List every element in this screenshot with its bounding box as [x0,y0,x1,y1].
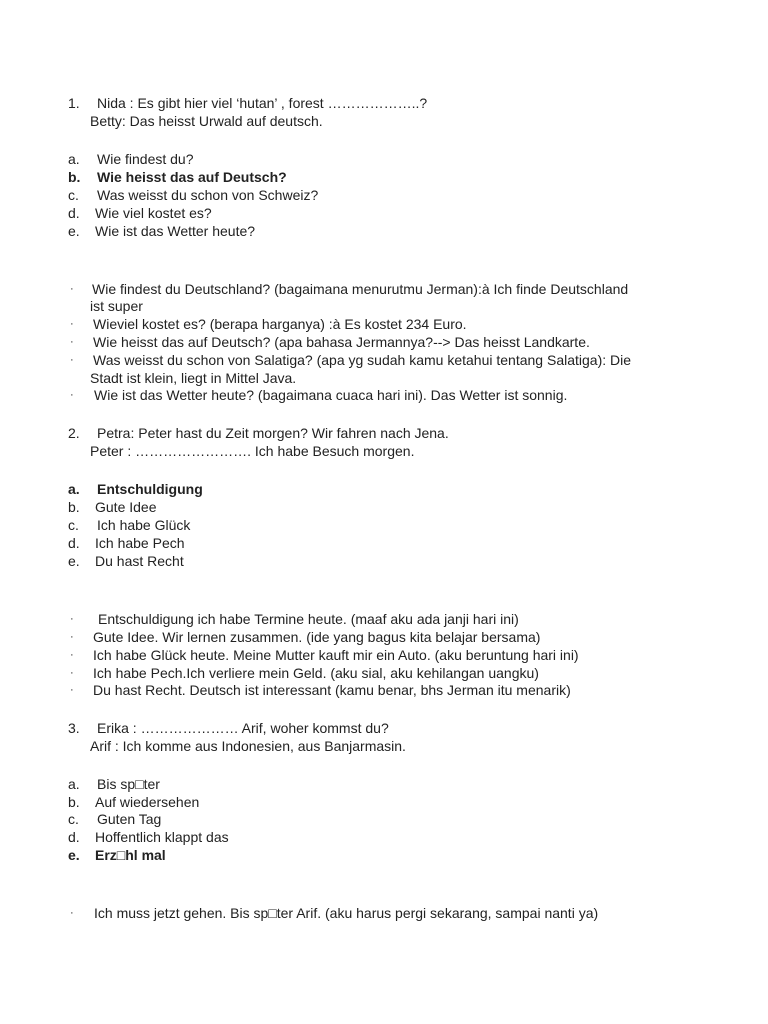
question-number: 3. [68,720,80,736]
option-text: Hoffentlich klappt das [95,829,229,845]
option-letter: c. [68,811,79,827]
option-text: Gute Idee [95,499,157,515]
bullet-icon: · [70,684,74,696]
note-text: Ich muss jetzt gehen. Bis sp□ter Arif. (aku harus pergi sekarang, sampai nanti ya) [94,905,599,921]
option-letter: c. [68,187,79,203]
option-text: Entschuldigung [97,481,203,497]
question-text: Betty: Das heisst Urwald auf deutsch. [90,113,323,129]
note-text: Ich habe Pech.Ich verliere mein Geld. (aku sial, aku kehilangan uangku) [93,665,539,681]
bullet-icon: · [70,318,74,330]
note-text: Entschuldigung ich habe Termine heute. (maaf aku ada janji hari ini) [98,611,519,627]
option-text: Bis sp□ter [97,776,160,792]
note-text: ist super [90,298,143,314]
bullet-icon: · [70,389,74,401]
note-text: Ich habe Glück heute. Meine Mutter kauft mir ein Auto. (aku beruntung hari ini) [93,647,579,663]
bullet-icon: · [70,283,74,295]
bullet-icon: · [70,667,74,679]
note-text: Du hast Recht. Deutsch ist interessant (kamu benar, bhs Jerman itu menarik) [93,682,571,698]
note-text: Wie heisst das auf Deutsch? (apa bahasa Jermannya?--> Das heisst Landkarte. [93,334,590,350]
bullet-icon: · [70,354,74,366]
note-text: Stadt ist klein, liegt in Mittel Java. [90,370,297,386]
option-letter: d. [68,535,80,551]
option-text: Wie viel kostet es? [95,205,212,221]
note-text: Wieviel kostet es? (berapa harganya) :à Es kostet 234 Euro. [93,316,467,332]
option-text: Ich habe Glück [97,517,191,533]
option-letter: a. [68,481,80,497]
question-text: Petra: Peter hast du Zeit morgen? Wir fahren nach Jena. [97,425,449,441]
option-text: Wie heisst das auf Deutsch? [97,169,287,185]
option-text: Auf wiedersehen [95,794,200,810]
option-text: Erz□hl mal [95,847,166,863]
option-letter: a. [68,776,80,792]
note-text: Wie findest du Deutschland? (bagaimana menurutmu Jerman):à Ich finde Deutschland [92,281,629,297]
option-letter: e. [68,553,80,569]
option-letter: c. [68,517,79,533]
option-letter: b. [68,499,80,515]
question-number: 1. [68,95,80,111]
bullet-icon: · [70,649,74,661]
note-text: Gute Idee. Wir lernen zusammen. (ide yang bagus kita belajar bersama) [93,629,541,645]
option-letter: d. [68,205,80,221]
option-text: Guten Tag [97,811,162,827]
option-letter: d. [68,829,80,845]
bullet-icon: · [70,907,74,919]
question-text: Nida : Es gibt hier viel ‘hutan’ , forest ………………..? [97,95,428,111]
bullet-icon: · [70,336,74,348]
note-text: Was weisst du schon von Salatiga? (apa yg sudah kamu ketahui tentang Salatiga): Die [93,352,632,368]
option-text: Du hast Recht [95,553,184,569]
option-letter: b. [68,169,81,185]
option-text: Wie findest du? [97,151,194,167]
option-letter: e. [68,847,80,863]
option-letter: e. [68,223,80,239]
bullet-icon: · [70,613,74,625]
question-number: 2. [68,425,80,441]
question-text: Peter : ……………………. Ich habe Besuch morgen. [90,443,415,459]
option-text: Ich habe Pech [95,535,185,551]
option-letter: a. [68,151,80,167]
bullet-icon: · [70,631,74,643]
option-text: Wie ist das Wetter heute? [95,223,256,239]
note-text: Wie ist das Wetter heute? (bagaimana cuaca hari ini). Das Wetter ist sonnig. [94,387,568,403]
question-text: Arif : Ich komme aus Indonesien, aus Banjarmasin. [90,738,406,754]
option-text: Was weisst du schon von Schweiz? [97,187,319,203]
question-text: Erika : ………………… Arif, woher kommst du? [97,720,389,736]
option-letter: b. [68,794,80,810]
